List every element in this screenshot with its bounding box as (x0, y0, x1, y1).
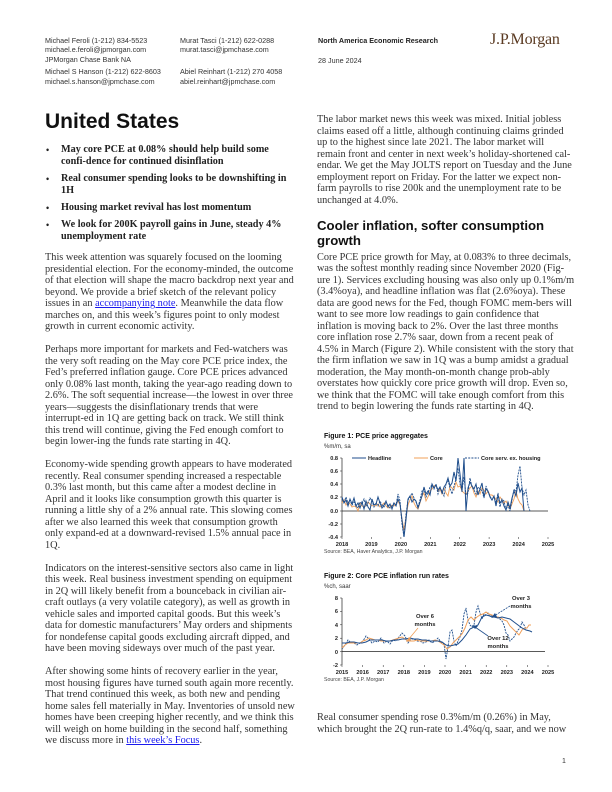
page-title: United States (45, 110, 180, 133)
figure1-chart (318, 450, 563, 550)
svg-text:2021: 2021 (424, 542, 437, 548)
annotation-over12: months (487, 644, 509, 650)
figure1-unit: %m/m, sa (324, 444, 351, 450)
report-date: 28 June 2024 (318, 56, 362, 65)
legend-headline: Headline (368, 456, 392, 462)
figure1-source: Source: BEA, Haver Analytics, J.P. Morgan (324, 549, 423, 555)
series-core-serv-ex-housing (342, 466, 530, 537)
author-hanson-email[interactable]: michael.s.hanson@jpmchase.com (45, 76, 155, 86)
svg-text:2024: 2024 (512, 542, 525, 548)
svg-text:4: 4 (334, 623, 338, 629)
weeks-focus-link[interactable]: this week’s Focus (126, 735, 200, 746)
figure1-title: Figure 1: PCE price aggregates (324, 433, 428, 440)
paragraph-election (45, 252, 295, 333)
svg-text:2: 2 (334, 636, 338, 642)
paragraph-text: . Meanwhile the data flow marches on, and this week’s figures point to only modest growth in current economic activity. (45, 298, 284, 332)
paragraph-text: This week attention was squarely focused on the looming presidential election. For the economy-minded, the outcome of that election will shape the macro backdrop next year and beyond. We provide a brief sketch of the relevant policy issues in an (45, 252, 294, 309)
paragraph-real-consumer: Real consumer spending rose 0.3%m/m (0.26%) in May, which brought the 2Q run-rate to 1.4%q/q, saar, and we now (317, 712, 567, 735)
figure2-unit: %ch, saar (324, 584, 351, 590)
author-hanson-phone: Michael S Hanson (1-212) 622-8603 (45, 67, 161, 77)
svg-text:2021: 2021 (459, 670, 472, 676)
paragraph-housing (45, 666, 295, 747)
author-feroli-org: JPMorgan Chase Bank NA (45, 54, 131, 64)
paragraph-cooler-inflation: Core PCE price growth for May, at 0.083% to three decimals, was the softest monthly reading since November 2020 (Fig-ure 1). Services excluding housing was also only up 0.1%m/m (3.4%oya), and headline inflation was flat (2.6%oya). These data are good news for the Fed, though FOMC mem-bers will want to see more low readings to gain confidence that inflation is moving back to 2%. Over the last three months core inflation rose 2.7% saar, down from a recent peak of 4.5% in March (Figure 2). While consistent with the story that the firm inflation we saw in 1Q was a bump amidst a gradual moderation, the May month-on-month change prob-ably overstates how quickly core price growth will drop. Even so, we think that the FOMC will take enough comfort from this trend to begin lowering the funds rate starting in 4Q. (317, 251, 575, 412)
key-point: • May core PCE at 0.08% should help build some confi-dence for continued disinflation (45, 144, 295, 168)
svg-text:-2: -2 (333, 663, 338, 669)
author-block-right (180, 36, 282, 86)
author-feroli-phone: Michael Feroli (1-212) 834-5523 (45, 36, 148, 45)
right-column-top (317, 114, 575, 424)
svg-text:2022: 2022 (453, 542, 466, 548)
svg-text:2017: 2017 (376, 670, 390, 676)
paragraph-labor: The labor market news this week was mixed. Initial jobless claims eased off a little, although continuing claims grinded up to the highest since late 2021. The labor market will remain front and center in next week’s holiday-shortened cal-endar. We get the May JOLTS report on Tuesday and the June employment report on Friday. For the latter we expect non-farm payrolls to rise 200k and the unemployment rate to be unchanged at 4.0%. (317, 114, 572, 206)
accompanying-note-link[interactable]: accompanying note (95, 298, 176, 309)
left-column (45, 110, 295, 758)
svg-text:2025: 2025 (541, 670, 555, 676)
author-block-left (45, 36, 161, 86)
author-reinhart-phone: Abiel Reinhart (1-212) 270 4058 (180, 67, 283, 77)
legend-core: Core (430, 456, 443, 462)
section-heading: Cooler inflation, softer consumption growth (317, 217, 545, 248)
paragraph-core-pce: Perhaps more important for markets and Fed-watchers was the very soft reading on the May core PCE price index, the Fed’s preferred inflation gauge. Core PCE prices advanced only 0.08% last month, taking the year-ago reading down to 2.6%. The soft sequential increase—the lowest in over three years—suggests the disinflationary trends that were interrupt-ed in 1Q are getting back on track. We still think this trend will continue, giving the Fed enough comfort to begin lower-ing the funds rate starting in 4Q. (45, 344, 293, 447)
svg-text:0.0: 0.0 (330, 509, 338, 515)
right-column-bottom (317, 712, 575, 747)
author-tasci-email[interactable]: murat.tasci@jpmchase.com (180, 45, 269, 55)
svg-text:0.6: 0.6 (330, 469, 338, 475)
svg-text:2023: 2023 (482, 542, 496, 548)
annotation-over6: months (414, 622, 436, 628)
svg-text:2020: 2020 (394, 542, 408, 548)
svg-text:2020: 2020 (438, 670, 452, 676)
svg-text:0.2: 0.2 (330, 495, 338, 501)
svg-text:2024: 2024 (521, 670, 534, 676)
figure2-source: Source: BEA, J.P. Morgan (324, 677, 384, 683)
svg-text:0: 0 (334, 650, 338, 656)
svg-text:2018: 2018 (397, 670, 411, 676)
series-core (342, 482, 524, 530)
svg-text:-0.2: -0.2 (328, 522, 338, 528)
figure2-chart (318, 590, 563, 680)
svg-text:2025: 2025 (541, 542, 555, 548)
author-reinhart-email[interactable]: abiel.reinhart@jpmchase.com (180, 76, 276, 86)
paragraph-interest-sensitive: Indicators on the interest-sensitive sectors also came in light this week. Real business investment spending on equipment in 2Q will likely benefit from a bounceback in civilian air-craft outlays (a very volatile category), as well as growth in vehicle sales and imported capital goods. But this week’s data for domestic manufacturers’ May orders and shipments for nondefense capital goods excluding aircraft dipped, and have been moving sideways over much of the past year. (45, 562, 294, 654)
svg-text:2015: 2015 (335, 670, 349, 676)
annotation-over6: Over 6 (415, 614, 435, 620)
svg-text:2016: 2016 (356, 670, 369, 676)
svg-text:8: 8 (334, 596, 338, 602)
annotation-over3: Over 3 (511, 596, 531, 602)
key-point: • Real consumer spending looks to be downshifting in 1H (45, 173, 295, 197)
svg-text:2019: 2019 (365, 542, 378, 548)
svg-text:2018: 2018 (335, 542, 349, 548)
svg-text:-0.4: -0.4 (328, 535, 338, 541)
svg-text:0.8: 0.8 (330, 456, 338, 462)
author-feroli-email[interactable]: michael.e.feroli@jpmorgan.com (45, 45, 147, 55)
legend-core-serv-ex-housing: Core serv. ex. housing (481, 456, 541, 462)
jpmorgan-logo: J.P.Morgan (490, 31, 560, 48)
author-tasci-phone: Murat Tasci (1-212) 622-0288 (180, 36, 275, 45)
svg-text:0.4: 0.4 (330, 482, 338, 488)
key-point: • Housing market revival has lost momentum (45, 202, 295, 214)
paragraph-spending: Economy-wide spending growth appears to have moderated recently. Real consumer spending increased a respectable 0.3% last month, but this came after a modest decline in April and it looks like consumption growth this quarter is running a little shy of a 2% annual rate. This slowing comes after we also learned this week that consumption growth only expand-ed at a downward-revised 1.5% annual pace in 1Q. (45, 459, 293, 551)
svg-text:6: 6 (334, 609, 338, 615)
svg-text:2022: 2022 (479, 670, 493, 676)
paragraph-text: After showing some hints of recovery earlier in the year, most housing figures have turned south again more recently. That trend continued this week, as both new and pending home sales fell materially in May. Inventories of unsold new homes have been creeping higher recently, and we think this will weigh on home building in the second half, something we discuss more in (45, 666, 295, 746)
key-point: • We look for 200K payroll gains in June, steady 4% unemployment rate (45, 219, 295, 243)
page-number: 1 (562, 758, 566, 765)
key-points-list (45, 144, 295, 243)
annotation-over12: Over 12 (487, 636, 509, 642)
svg-text:2019: 2019 (418, 670, 431, 676)
svg-text:2023: 2023 (500, 670, 514, 676)
department-label: North America Economic Research (318, 36, 438, 45)
paragraph-text: . (199, 735, 203, 746)
annotation-over3: months (510, 604, 532, 610)
figure2-title: Figure 2: Core PCE inflation run rates (324, 573, 449, 580)
